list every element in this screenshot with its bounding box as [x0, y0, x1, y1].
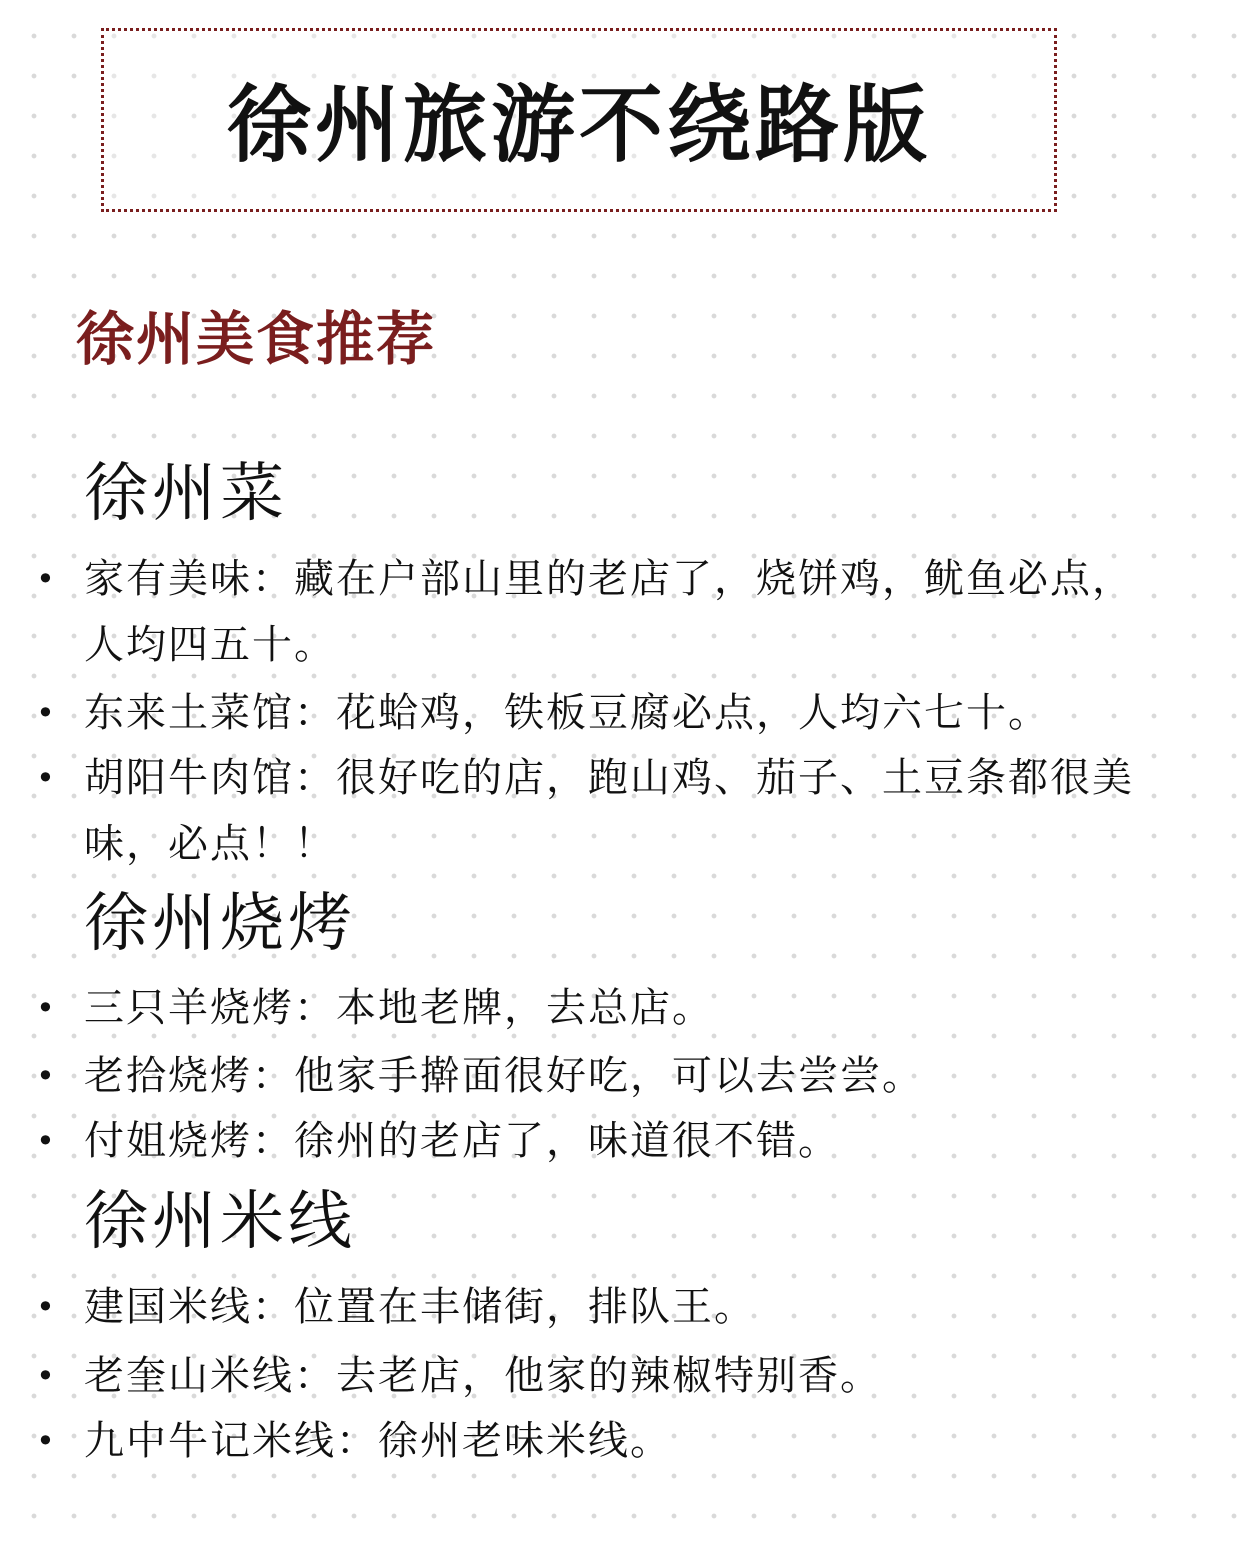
- list-item-text: 东来土菜馆：花蛤鸡，铁板豆腐必点，人均六七十。: [84, 690, 1050, 736]
- list-item-text: 建国米线：位置在丰储街，排队王。: [84, 1284, 756, 1330]
- list-item: [36, 975, 1174, 1041]
- bullet-icon: •: [36, 694, 57, 732]
- bullet-icon: •: [36, 1422, 57, 1460]
- list-item-text: 三只羊烧烤：本地老牌，去总店。: [84, 985, 714, 1031]
- list-item: [36, 1043, 1174, 1109]
- bullet-icon: •: [36, 1122, 57, 1160]
- list-item: [36, 1408, 1174, 1474]
- list-item: [36, 546, 1174, 678]
- list-item-text: 老奎山米线：去老店，他家的辣椒特别香。: [84, 1353, 882, 1399]
- list-item: [36, 1108, 1174, 1174]
- title-box: [101, 28, 1057, 212]
- page-title: 徐州旅游不绕路版: [226, 76, 931, 174]
- category-heading: 徐州烧烤: [84, 887, 356, 961]
- list-item-text: 家有美味：藏在户部山里的老店了，烧饼鸡，鱿鱼必点，人均四五十。: [84, 556, 1134, 668]
- list-item: [36, 680, 1174, 746]
- list-item: [36, 1274, 1174, 1340]
- bullet-icon: •: [36, 560, 57, 598]
- bullet-icon: •: [36, 1288, 57, 1326]
- list-item-text: 九中牛记米线：徐州老味米线。: [84, 1418, 672, 1464]
- bullet-icon: •: [36, 759, 57, 797]
- bullet-icon: •: [36, 989, 57, 1027]
- list-item-text: 胡阳牛肉馆：很好吃的店，跑山鸡、茄子、土豆条都很美味，必点！！: [84, 755, 1134, 867]
- list-item-text: 付姐烧烤：徐州的老店了，味道很不错。: [84, 1118, 840, 1164]
- list-item: [36, 1343, 1174, 1409]
- bullet-icon: •: [36, 1357, 57, 1395]
- category-heading: 徐州菜: [84, 457, 288, 531]
- bullet-icon: •: [36, 1057, 57, 1095]
- list-item-text: 老拾烧烤：他家手擀面很好吃，可以去尝尝。: [84, 1053, 924, 1099]
- section-title: 徐州美食推荐: [76, 305, 437, 373]
- list-item: [36, 745, 1174, 877]
- category-heading: 徐州米线: [84, 1185, 356, 1259]
